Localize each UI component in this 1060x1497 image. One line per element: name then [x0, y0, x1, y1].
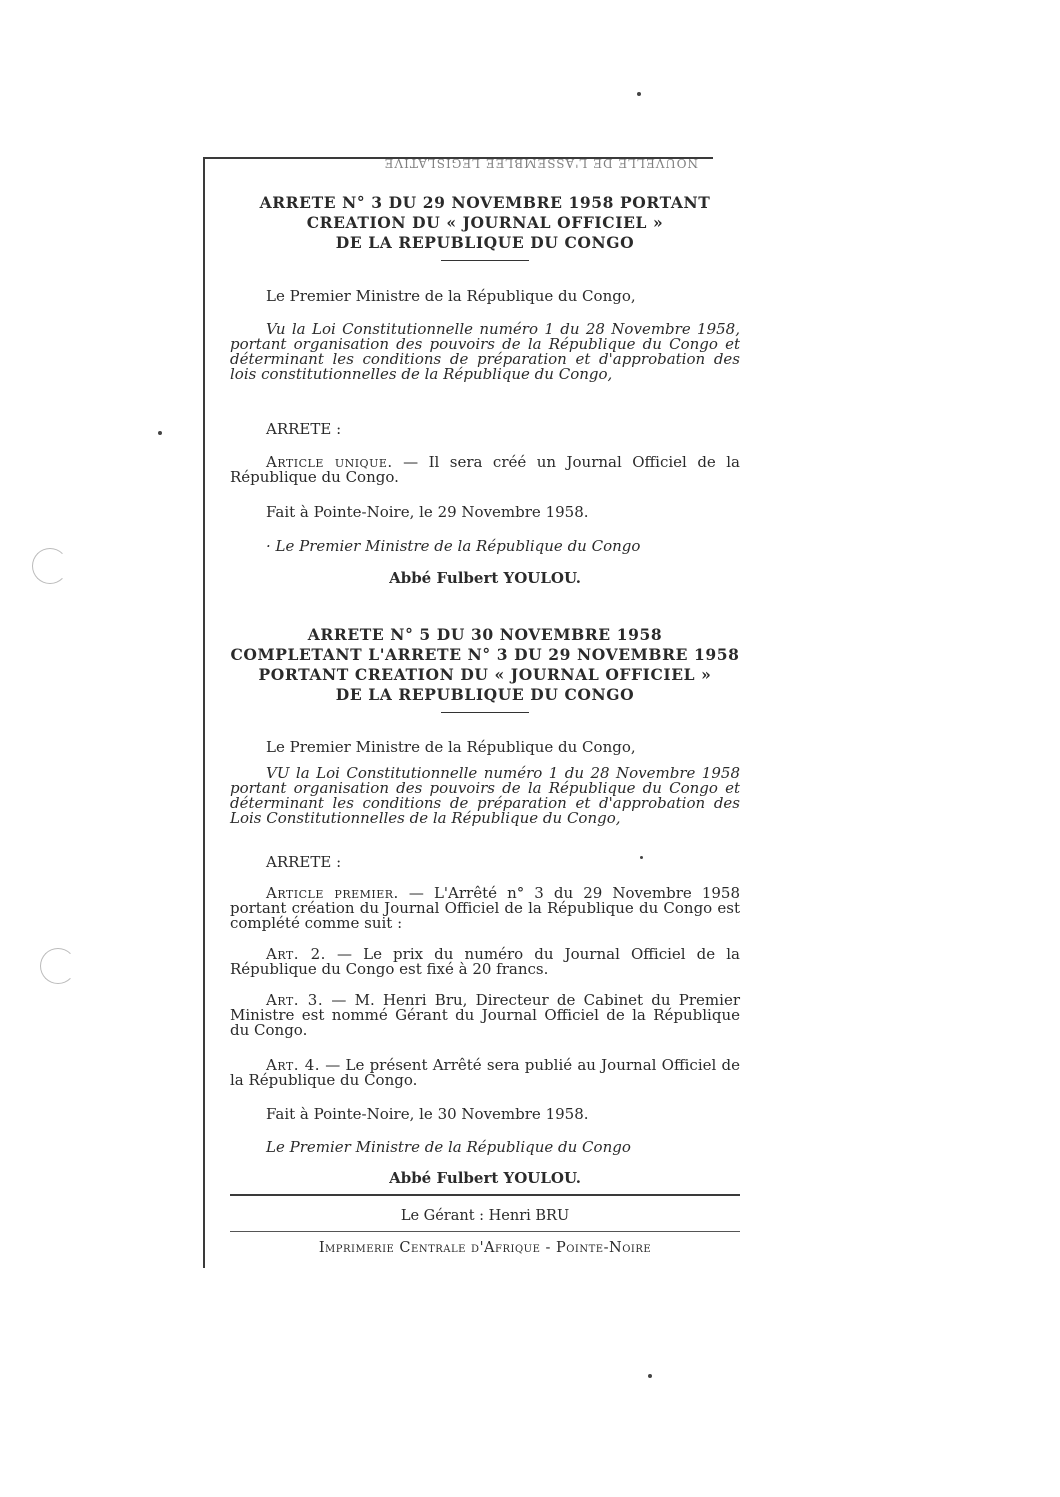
- speck: [637, 92, 641, 96]
- arrete-label: ARRETE :: [266, 420, 342, 438]
- article-label: Article unique.: [266, 453, 393, 471]
- article-label: Article premier.: [266, 884, 399, 902]
- article-label: Art. 2.: [266, 945, 326, 963]
- article-label: Art. 4.: [266, 1056, 321, 1074]
- done-at: Fait à Pointe-Noire, le 30 Novembre 1958.: [266, 1105, 589, 1123]
- decree-2-heading: [230, 625, 740, 713]
- separator: [441, 260, 529, 261]
- heading-line: DE LA REPUBLIQUE DU CONGO: [335, 685, 635, 704]
- article-1: [230, 886, 740, 931]
- article-unique: [230, 455, 740, 485]
- article-3: [230, 993, 740, 1038]
- heading-line: ARRETE N° 5 DU 30 NOVEMBRE 1958: [307, 625, 663, 644]
- heading-line: DE LA REPUBLIQUE DU CONGO: [335, 233, 635, 252]
- signatory-title: · Le Premier Ministre de la République du Congo: [266, 537, 641, 555]
- article-text: — Le présent Arrêté sera publié au Journal Officiel de la République du Congo.: [230, 1056, 740, 1089]
- speck: [648, 1374, 652, 1378]
- footer-rule: [230, 1231, 740, 1232]
- printer-line: Imprimerie Centrale d'Afrique - Pointe-Noire: [318, 1240, 652, 1256]
- footer-rule: [230, 1194, 740, 1196]
- bleed-through-text: NOUVELLE DE L'ASSEMBLEE LEGISLATIVE: [383, 156, 698, 170]
- gerant-line: Le Gérant : Henri BRU: [400, 1208, 570, 1224]
- article-label: Art. 3.: [266, 991, 324, 1009]
- article-2: [230, 947, 740, 977]
- signatory-title: Le Premier Ministre de la République du Congo: [266, 1138, 631, 1156]
- issuer-line: Le Premier Ministre de la République du Congo,: [266, 738, 636, 756]
- article-text: — Le prix du numéro du Journal Officiel de la République du Congo est fixé à 20 francs.: [230, 945, 740, 978]
- done-at: Fait à Pointe-Noire, le 29 Novembre 1958.: [266, 503, 589, 521]
- article-text: — Il sera créé un Journal Officiel de la République du Congo.: [230, 453, 741, 486]
- heading-line: PORTANT CREATION DU « JOURNAL OFFICIEL »: [258, 665, 712, 684]
- article-text: — L'Arrêté n° 3 du 29 Novembre 1958 portant création du Journal Officiel de la République du Congo est complété comme suit :: [230, 884, 740, 932]
- signatory-name: Abbé Fulbert YOULOU.: [389, 1169, 581, 1187]
- article-4: [230, 1058, 740, 1088]
- left-margin-rule: [203, 158, 205, 1268]
- heading-line: CREATION DU « JOURNAL OFFICIEL »: [306, 213, 664, 232]
- article-text: — M. Henri Bru, Directeur de Cabinet du Premier Ministre est nommé Gérant du Journal Officiel de la République du Congo.: [230, 991, 741, 1039]
- heading-line: COMPLETANT L'ARRETE N° 3 DU 29 NOVEMBRE 1958: [230, 645, 740, 664]
- decree-1-heading: [230, 193, 740, 261]
- separator: [441, 712, 529, 713]
- considerant: VU la Loi Constitutionnelle numéro 1 du 28 Novembre 1958 portant organisation des pouvoirs de la République du Congo et déterminant les conditions de préparation et d'approbation des Lois Constitutionnelles de la République du Congo,: [230, 764, 740, 827]
- punch-hole-mark: [40, 948, 76, 984]
- arrete-label: ARRETE :: [266, 853, 342, 871]
- signatory-name: Abbé Fulbert YOULOU.: [389, 569, 581, 587]
- punch-hole-mark: [32, 548, 68, 584]
- heading-line: ARRETE N° 3 DU 29 NOVEMBRE 1958 PORTANT: [259, 193, 711, 212]
- issuer-line: Le Premier Ministre de la République du Congo,: [266, 287, 636, 305]
- considerant: Vu la Loi Constitutionnelle numéro 1 du 28 Novembre 1958, portant organisation des pouvoirs de la République du Congo et déterminant les conditions de préparation et d'approbation des lois constitutionnelles de la République du Congo,: [230, 320, 740, 383]
- speck: [158, 431, 162, 435]
